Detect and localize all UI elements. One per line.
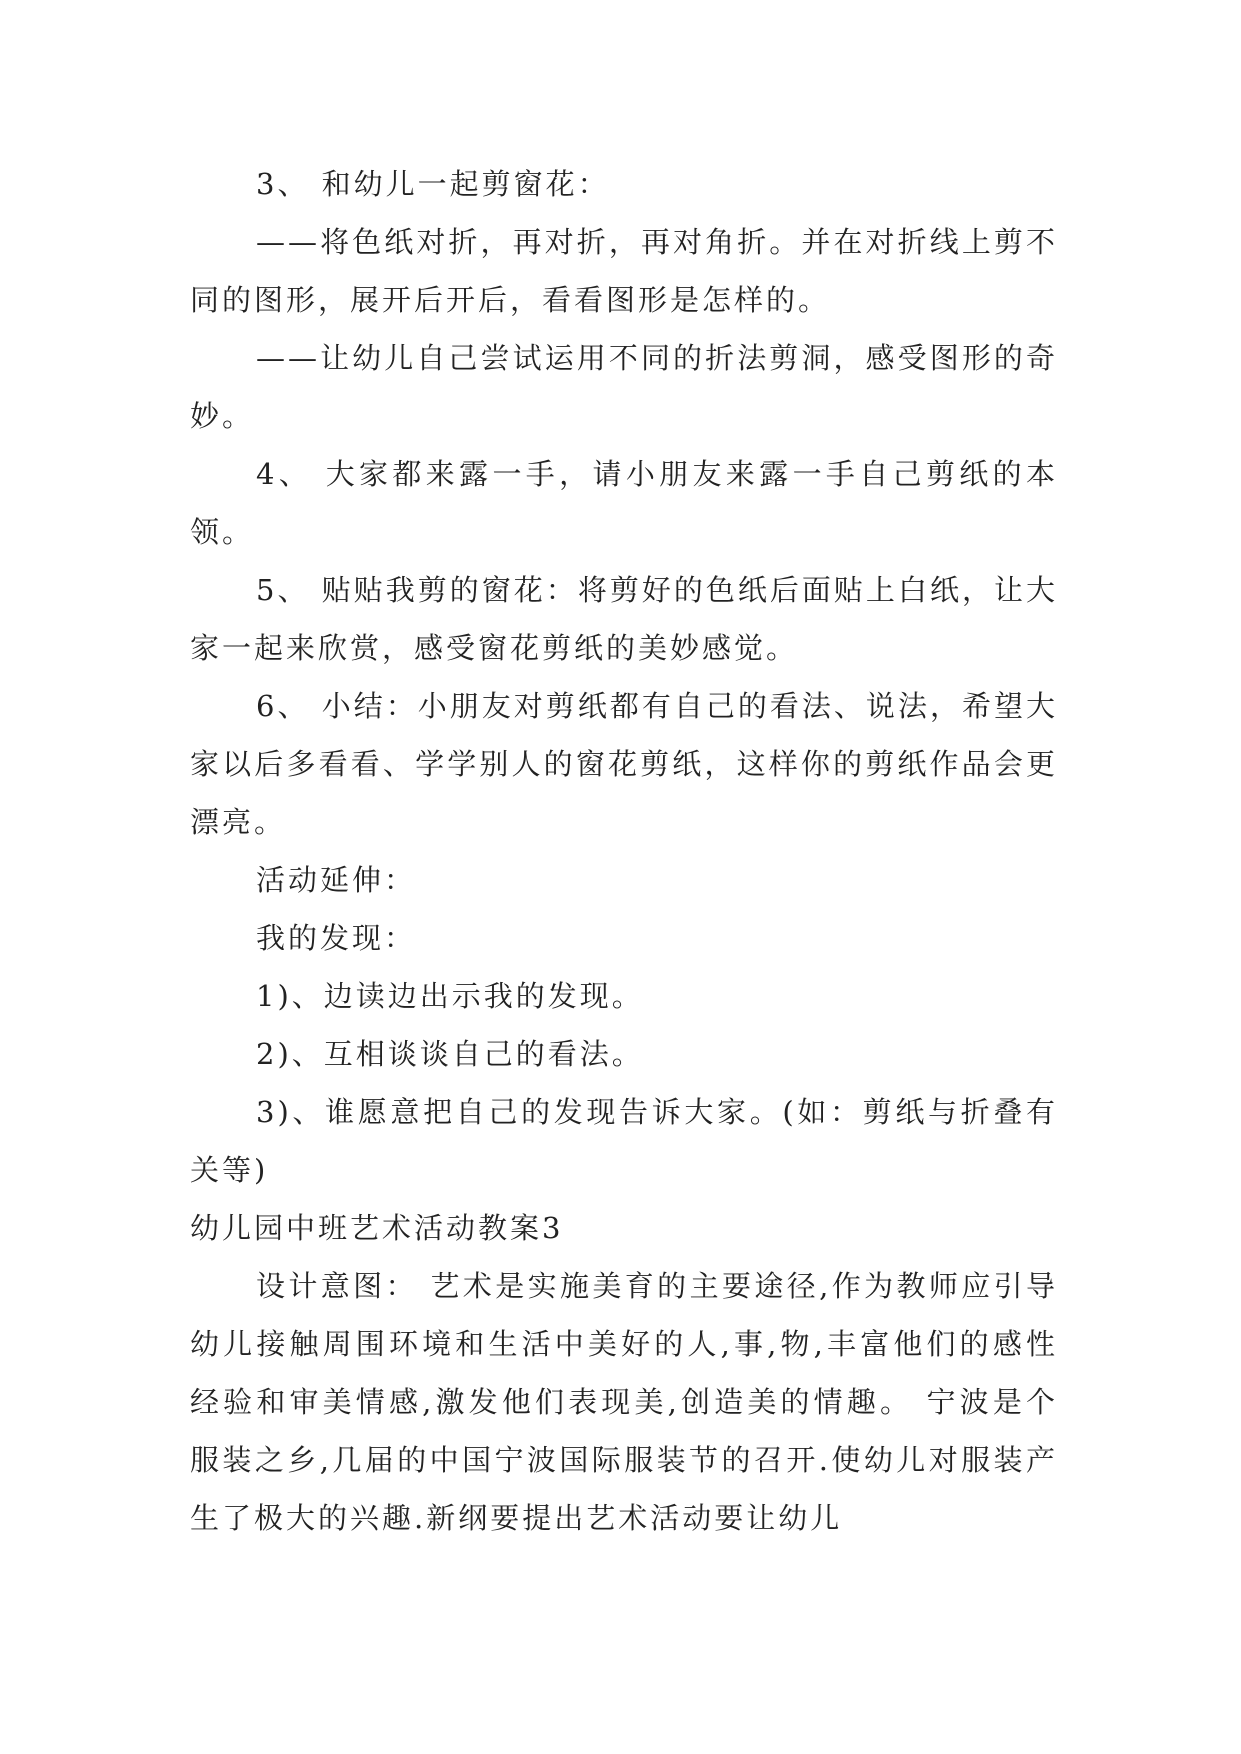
discovery-item-1: 1)、边读边出示我的发现。 — [256, 979, 644, 1013]
discovery-item-3: 3)、谁愿意把自己的发现告诉大家。(如：剪纸与折叠有关等) — [190, 1095, 1058, 1187]
paragraph-design-intent: 设计意图： 艺术是实施美育的主要途径,作为教师应引导幼儿接触周围环境和生活中美好的人,事,物,丰富他们的感性经验和审美情感,激发他们表现美,创造美的情趣。 宁波是个服装之乡,几届的中国宁波国际服装节的召开.使幼儿对服装产生了极大的兴趣.新纲要提出艺术活动要让幼儿 — [190, 1269, 1058, 1535]
section-title: 幼儿园中班艺术活动教案3 — [190, 1211, 564, 1245]
paragraph-step-3-try: ——让幼儿自己尝试运用不同的折法剪洞，感受图形的奇妙。 — [190, 341, 1058, 433]
discovery-heading: 我的发现： — [256, 921, 417, 955]
extension-heading: 活动延伸： — [256, 863, 417, 897]
paragraph-step-3: 3、 和幼儿一起剪窗花： — [256, 167, 610, 201]
paragraph-step-5: 5、 贴贴我剪的窗花：将剪好的色纸后面贴上白纸，让大家一起来欣赏，感受窗花剪纸的美妙感觉。 — [190, 573, 1058, 665]
paragraph-step-6: 6、 小结：小朋友对剪纸都有自己的看法、说法，希望大家以后多看看、学学别人的窗花剪纸，这样你的剪纸作品会更漂亮。 — [190, 689, 1058, 839]
paragraph-step-3-fold: ——将色纸对折，再对折，再对角折。并在对折线上剪不同的图形，展开后开后，看看图形是怎样的。 — [190, 225, 1058, 317]
discovery-item-2: 2)、互相谈谈自己的看法。 — [256, 1037, 644, 1071]
document-body — [190, 155, 1058, 1547]
paragraph-step-4: 4、 大家都来露一手，请小朋友来露一手自己剪纸的本领。 — [190, 457, 1058, 549]
